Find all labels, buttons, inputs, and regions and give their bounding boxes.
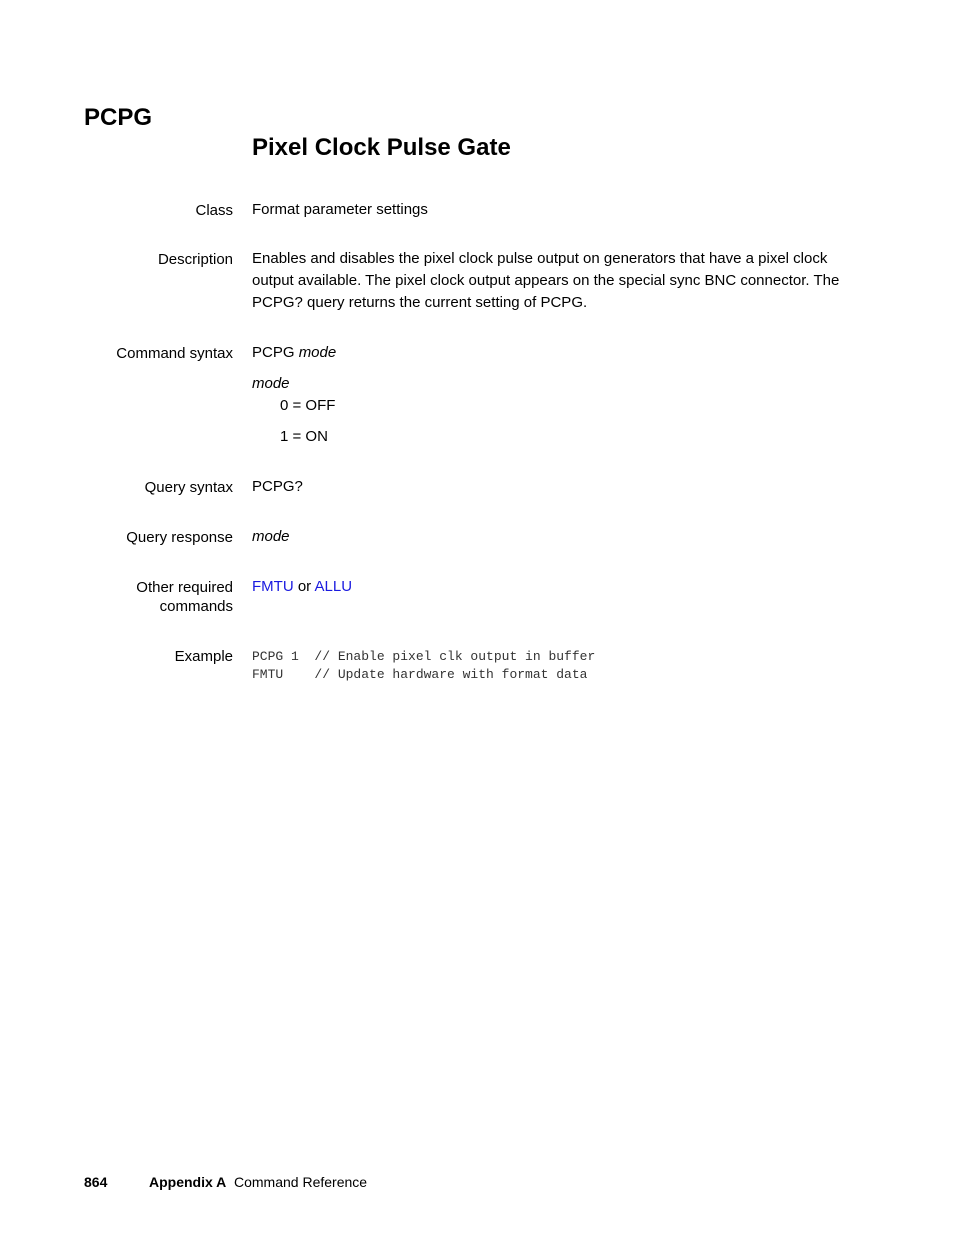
param-name: mode bbox=[252, 375, 290, 392]
example-label: Example bbox=[174, 648, 233, 665]
example-line-2: FMTU // Update hardware with format data bbox=[252, 667, 588, 682]
example-line-1: PCPG 1 // Enable pixel clk output in buffer bbox=[252, 649, 596, 664]
footer-title: Command Reference bbox=[234, 1174, 368, 1190]
command-title: Pixel Clock Pulse Gate bbox=[252, 134, 511, 161]
command-syntax-param: mode bbox=[298, 344, 337, 361]
or-text: or bbox=[297, 578, 312, 595]
command-syntax-label: Command syntax bbox=[116, 345, 233, 362]
class-value: Format parameter settings bbox=[252, 201, 428, 218]
description-text: Enables and disables the pixel clock pulse output on generators that have a pixel clock output available. The pixel clock output appears on the special sync BNC connector. The PCPG? query returns the current setting of PCPG. bbox=[252, 250, 840, 311]
query-response-label: Query response bbox=[126, 529, 233, 546]
param-option-off: 0 = OFF bbox=[280, 397, 336, 414]
other-required-label: Other required commands bbox=[136, 579, 233, 615]
command-syntax-cmd: PCPG bbox=[252, 344, 295, 361]
query-syntax-value: PCPG? bbox=[252, 478, 303, 495]
page-number: 864 bbox=[84, 1174, 108, 1190]
footer-section: Appendix A bbox=[149, 1174, 227, 1190]
command-name: PCPG bbox=[84, 104, 153, 131]
fmtu-link[interactable]: FMTU bbox=[252, 578, 294, 595]
query-syntax-label: Query syntax bbox=[144, 479, 233, 496]
query-response-value: mode bbox=[252, 528, 290, 545]
description-label: Description bbox=[157, 251, 233, 268]
param-option-on: 1 = ON bbox=[280, 428, 328, 445]
other-required-value bbox=[252, 576, 352, 598]
class-label: Class bbox=[195, 202, 233, 219]
command-syntax-value bbox=[252, 342, 336, 364]
allu-link[interactable]: ALLU bbox=[314, 578, 353, 595]
